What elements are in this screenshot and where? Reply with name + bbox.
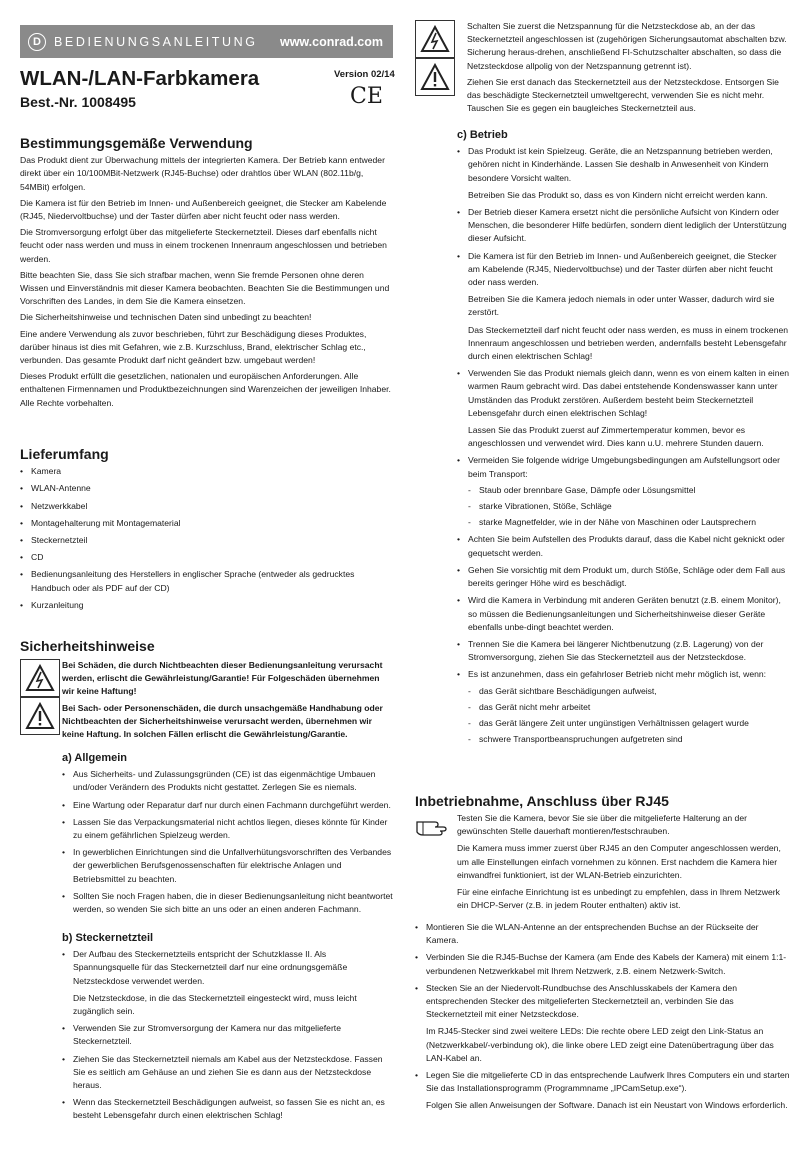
general-item: • Lassen Sie das Verpackungsmaterial nicht achtlos liegen, dieses könnte für Kinder zu einem gefährlichen Spielzeug werden. (62, 816, 393, 842)
safety-warning-2: Bei Sach- oder Personenschäden, die durch unsachgemäße Handhabung oder Nichtbeachten der Sicherheitshinweise verursacht werden, übernehmen wir keine Haftung. In solchen Fällen erlischt die Gewährleistung/Garantie. (62, 702, 383, 740)
operation-text: Vermeiden Sie folgende widrige Umgebungsbedingungen am Aufstellungsort oder beim Transport: (468, 455, 780, 479)
pointing-hand-icon (415, 816, 449, 836)
rj45-notes (457, 812, 790, 912)
psu-item-followup: Die Netzsteckdose, in die das Steckernetzteil eingesteckt wird, muss leicht zugänglich sein. (73, 992, 357, 1017)
intended-use-heading: Bestimmungsgemäße Verwendung (20, 135, 253, 151)
rj45-step-followup: Folgen Sie allen Anweisungen der Software. Danach ist ein Neustart von Windows erforderlich. (426, 1100, 788, 1111)
electric-warning-icon (20, 659, 60, 697)
psu-heading: b) Steckernetzteil (62, 932, 154, 944)
header-bar (20, 25, 393, 58)
condition-item: - das Gerät nicht mehr arbeitet (468, 701, 790, 714)
rj45-heading-wrap (415, 795, 790, 808)
rj45-step: • Montieren Sie die WLAN-Antenne an der entsprechenden Buchse an der Rückseite der Kamera. (415, 921, 790, 947)
rj45-step-text: Stecken Sie an der Niedervolt-Rundbuchse des Anschlusskabels der Kamera den entsprechenden Stecker des mitgelieferten Steckernetzteil an, verbinden Sie das Steckernetzteil mit einer Netzsteckdose. (426, 982, 737, 1020)
operation-followup: Lassen Sie das Produkt zuerst auf Zimmertemperatur kommen, bevor es angeschlossen und verwendet wird. Dies kann u.U. mehrere Stunden dauern. (468, 425, 764, 449)
psu-shutdown-p1: Schalten Sie zuerst die Netzspannung für die Netzsteckdose ab, an der das Steckernetzteil angeschlossen ist (zugehörigen Sicherungsautomat abschalten bzw. Sicherung heraus-drehen, anschließend FI-Schutzschalter abschalten, so dass die Netzsteckdose allpolig von der Netzspannung getrennt ist). (467, 21, 787, 71)
operation-item: • Achten Sie beim Aufstellen des Produkts darauf, dass die Kabel nicht geknickt oder gequetscht werden. (457, 533, 790, 559)
condition-item: - das Gerät längere Zeit unter ungünstigen Verhältnissen gelagert wurde (468, 717, 790, 730)
intended-use-p2: Die Kamera ist für den Betrieb im Innen- und Außenbereich geeignet, die Stecker am Kabelende (RJ45, Niedervoltbuchse) und der Taster dürfen aber nicht feucht oder nass werden. (20, 197, 387, 222)
delivery-item: • WLAN-Antenne (20, 482, 393, 495)
rj45-heading: Inbetriebnahme, Anschluss über RJ45 (415, 793, 669, 809)
psu-item: • Wenn das Steckernetzteil Beschädigungen aufweist, so fassen Sie es nicht an, es besteht Lebensgefahr durch einen elektrischen Schlag! (62, 1096, 393, 1122)
rj45-note: Für eine einfache Einrichtung ist es unbedingt zu empfehlen, dass in Ihrem Netzwerk ein DHCP-Server (z.B. in jedem Router enthalten) aktiv ist. (457, 887, 780, 911)
operation-item (457, 250, 790, 364)
rj45-note: Testen Sie die Kamera, bevor Sie sie über die mitgelieferte Halterung an der gewünschten Stelle dauerhaft montieren/festschrauben. (457, 813, 747, 837)
language-badge: D (28, 33, 46, 51)
rj45-steps (415, 921, 790, 1117)
version-label: Version 02/14 (334, 69, 395, 80)
delivery-heading: Lieferumfang (20, 446, 109, 462)
condition-item: - schwere Transportbeanspruchungen aufgetreten sind (468, 733, 790, 746)
safety-heading: Sicherheitshinweise (20, 638, 155, 654)
delivery-item: • CD (20, 551, 393, 564)
psu-item-text: Der Aufbau des Steckernetzteils entspricht der Schutzklasse II. Als Spannungsquelle für das Steckernetzteil darf nur eine ordnungsgemäße Netzsteckdose verwendet werden. (73, 949, 348, 986)
condition-item: - das Gerät sichtbare Beschädigungen aufweist, (468, 685, 790, 698)
psu-section (62, 932, 393, 1127)
intended-use-p5: Die Sicherheitshinweise und technischen Daten sind unbedingt zu beachten! (20, 312, 312, 323)
delivery-item: • Bedienungsanleitung des Herstellers in englischer Sprache (entweder als gedrucktes Handbuch oder als PDF auf der CD) (20, 568, 393, 594)
psu-shutdown-text (467, 20, 790, 115)
environment-item: - starke Magnetfelder, wie in der Nähe von Maschinen oder Lautsprechern (468, 516, 790, 529)
operation-item: • Wird die Kamera in Verbindung mit anderen Geräten benutzt (z.B. einem Monitor), so müssen die Bedienungsanleitungen und Sicherheitshinweise dieser Geräte ebenfalls unbe-dingt beachtet werden. (457, 594, 790, 634)
page-title: WLAN-/LAN-Farbkamera (20, 67, 260, 90)
intended-use-p3: Die Stromversorgung erfolgt über das mitgelieferte Steckernetzteil. Dieses darf ebenfalls nicht feucht oder nass werden und muss in einem trockenen Innenraum angeschlossen und betrieben werden. (20, 227, 387, 264)
general-item: • In gewerblichen Einrichtungen sind die Unfallverhütungsvorschriften des Verbandes der gewerblichen Berufsgenossenschaften für elektrische Anlagen und Betriebsmittel zu beachten. (62, 846, 393, 886)
manual-label: BEDIENUNGSANLEITUNG (54, 34, 258, 49)
operation-heading: c) Betrieb (457, 129, 508, 141)
operation-text: Es ist anzunehmen, dass ein gefahrloser Betrieb nicht mehr möglich ist, wenn: (468, 669, 767, 680)
intended-use-p4: Bitte beachten Sie, dass Sie sich strafbar machen, wenn Sie fremde Personen ohne deren Wissen und Einverständnis mit dieser Kamera beobachten. Beachten Sie die Bestimmungen und Vorschriften des Landes, in dem Sie die Kamera einsetzen. (20, 269, 390, 307)
operation-text: Das Produkt ist kein Spielzeug. Geräte, die an Netzspannung betrieben werden, gehören nicht in Kinderhände. Lassen Sie deshalb in Anwesenheit von Kindern besondere Vorsicht walten. (468, 146, 773, 183)
safety-warnings (62, 659, 393, 741)
delivery-item: • Montagehalterung mit Montagematerial (20, 517, 393, 530)
delivery-item: • Kamera (20, 465, 393, 478)
rj45-step-text: Legen Sie die mitgelieferte CD in das entsprechende Laufwerk Ihres Computers ein und starten Sie das Installationsprogramm (Programmname „IPCamSetup.exe“). (426, 1070, 790, 1094)
operation-item: • Der Betrieb dieser Kamera ersetzt nicht die persönliche Aufsicht von Kindern oder Menschen, die besonderer Hilfe bedürfen, sondern dient lediglich der Unterstützung dieser Aufsicht. (457, 206, 790, 246)
rj45-step (415, 1069, 790, 1113)
safety-warning-1: Bei Schäden, die durch Nichtbeachten dieser Bedienungsanleitung verursacht werden, erlischt die Gewährleistung/Garantie! Für Folgeschäden übernehmen wir keine Haftung! (62, 660, 383, 697)
warning-exclamation-icon (415, 58, 455, 96)
psu-item (62, 948, 393, 1018)
rj45-step: • Verbinden Sie die RJ45-Buchse der Kamera (am Ende des Kabels der Kamera) mit einem 1:1-verbundenen Netzwerkkabel mit Ihrem Netzwerk, z.B. einem Netzwerk-Switch. (415, 951, 790, 977)
general-section (62, 752, 393, 920)
ce-mark: CE (350, 84, 383, 109)
operation-item: • Trennen Sie die Kamera bei längerer Nichtbenutzung (z.B. Lagerung) von der Stromversorgung, ziehen Sie das Steckernetzteil aus der Netzsteckdose. (457, 638, 790, 664)
psu-item: • Verwenden Sie zur Stromversorgung der Kamera nur das mitgelieferte Steckernetzteil. (62, 1022, 393, 1048)
operation-text: Die Kamera ist für den Betrieb im Innen- und Außenbereich geeignet, die Stecker am Kabelende (RJ45, Niedervoltbuchse) und der Taster dürfen aber nicht feucht oder nass werden. (468, 250, 777, 288)
order-number: Best.-Nr. 1008495 (20, 94, 136, 110)
delivery-item: • Netzwerkkabel (20, 500, 393, 513)
operation-item (457, 454, 790, 529)
operation-text: Verwenden Sie das Produkt niemals gleich dann, wenn es von einem kalten in einen warmen Raum gebracht wird. Das dabei entstehende Kondenswasser kann unter Umständen das Produkt zerstören. Außerdem besteht beim Steckernetzteil Lebensgefahr durch einen elektrischen Schlag! (468, 368, 790, 418)
operation-item (457, 145, 790, 202)
intended-use-p1: Das Produkt dient zur Überwachung mittels der integrierten Kamera. Der Betrieb kann entweder direkt über ein 10/100MBit-Netzwerk (RJ45-Buchse) oder drahtlos über WLAN (802.11b/g, 54MBit) erfolgen. (20, 155, 385, 192)
delivery-item: • Steckernetzteil (20, 534, 393, 547)
operation-followup: Betreiben Sie die Kamera jedoch niemals in oder unter Wasser, dadurch wird sie zerstört. (468, 294, 775, 318)
operation-followup: Betreiben Sie das Produkt so, dass es von Kindern nicht erreicht werden kann. (468, 189, 768, 200)
general-item: • Aus Sicherheits- und Zulassungsgründen (CE) ist das eigenmächtige Umbauen und/oder Verändern des Produkts nicht gestattet. Zerlegen Sie es niemals. (62, 768, 393, 794)
rj45-note: Die Kamera muss immer zuerst über RJ45 an den Computer angeschlossen werden, um alle Einstellungen einfach vornehmen zu können. Erst nachdem die Kamera hier einwandfrei funktioniert, ist der WLAN-Betrieb einzurichten. (457, 843, 781, 880)
general-item: • Eine Wartung oder Reparatur darf nur durch einen Fachmann durchgeführt werden. (62, 799, 393, 812)
warning-exclamation-icon (20, 697, 60, 735)
operation-item (457, 367, 790, 450)
delivery-item: • Kurzanleitung (20, 599, 393, 612)
general-item: • Sollten Sie noch Fragen haben, die in dieser Bedienungsanleitung nicht beantwortet werden, so wenden Sie sich bitte an uns oder an einen anderen Fachmann. (62, 890, 393, 916)
environment-item: - Staub oder brennbare Gase, Dämpfe oder Lösungsmittel (468, 484, 790, 497)
operation-section (457, 129, 790, 750)
psu-shutdown-p2: Ziehen Sie erst danach das Steckernetzteil aus der Netzsteckdose. Entsorgen Sie das beschädigte Steckernetzteil umweltgerecht, verwenden Sie es nicht mehr. Tauschen Sie es gegen ein baugleiches Steckernetzteil aus. (467, 76, 779, 114)
rj45-step-followup: Im RJ45-Stecker sind zwei weitere LEDs: Die rechte obere LED zeigt den Link-Status an (Netzwerkkabel/-verbindung ok), die linke obere LED zeigt eine Datenübertragung über das LAN-Kabel an. (426, 1026, 774, 1063)
website-link[interactable]: www.conrad.com (279, 34, 383, 49)
operation-item (457, 668, 790, 746)
intended-use-p6: Eine andere Verwendung als zuvor beschrieben, führt zur Beschädigung dieses Produktes, darüber hinaus ist dies mit Gefahren, wie z.B. Kurzschluss, Brand, elektrischer Schlag etc., verbunden. Das gesamte Produkt darf nicht geändert bzw. umgebaut werden! (20, 328, 367, 366)
operation-followup: Das Steckernetzteil darf nicht feucht oder nass werden, es muss in einem trockenen Innenraum angeschlossen und betrieben werden, andernfalls besteht Lebensgefahr durch einen elektrischen Schlag! (468, 324, 789, 362)
psu-item: • Ziehen Sie das Steckernetzteil niemals am Kabel aus der Netzsteckdose. Fassen Sie es seitlich am Gehäuse an und ziehen Sie es dann aus der Netzsteckdose heraus. (62, 1053, 393, 1093)
rj45-step (415, 982, 790, 1065)
operation-item: • Gehen Sie vorsichtig mit dem Produkt um, durch Stöße, Schläge oder dem Fall aus bereits geringer Höhe wird es beschädigt. (457, 564, 790, 590)
general-heading: a) Allgemein (62, 752, 127, 764)
safety-heading-wrap (20, 640, 393, 653)
intended-use-p7: Dieses Produkt erfüllt die gesetzlichen, nationalen und europäischen Anforderungen. Alle enthaltenen Firmennamen und Produktbezeichnungen sind Warenzeichen der jeweiligen Inhaber. Alle Rechte vorbehalten. (20, 371, 391, 408)
delivery-section (20, 448, 393, 616)
intended-use-section (20, 137, 393, 410)
environment-item: - starke Vibrationen, Stöße, Schläge (468, 500, 790, 513)
electric-warning-icon (415, 20, 455, 58)
